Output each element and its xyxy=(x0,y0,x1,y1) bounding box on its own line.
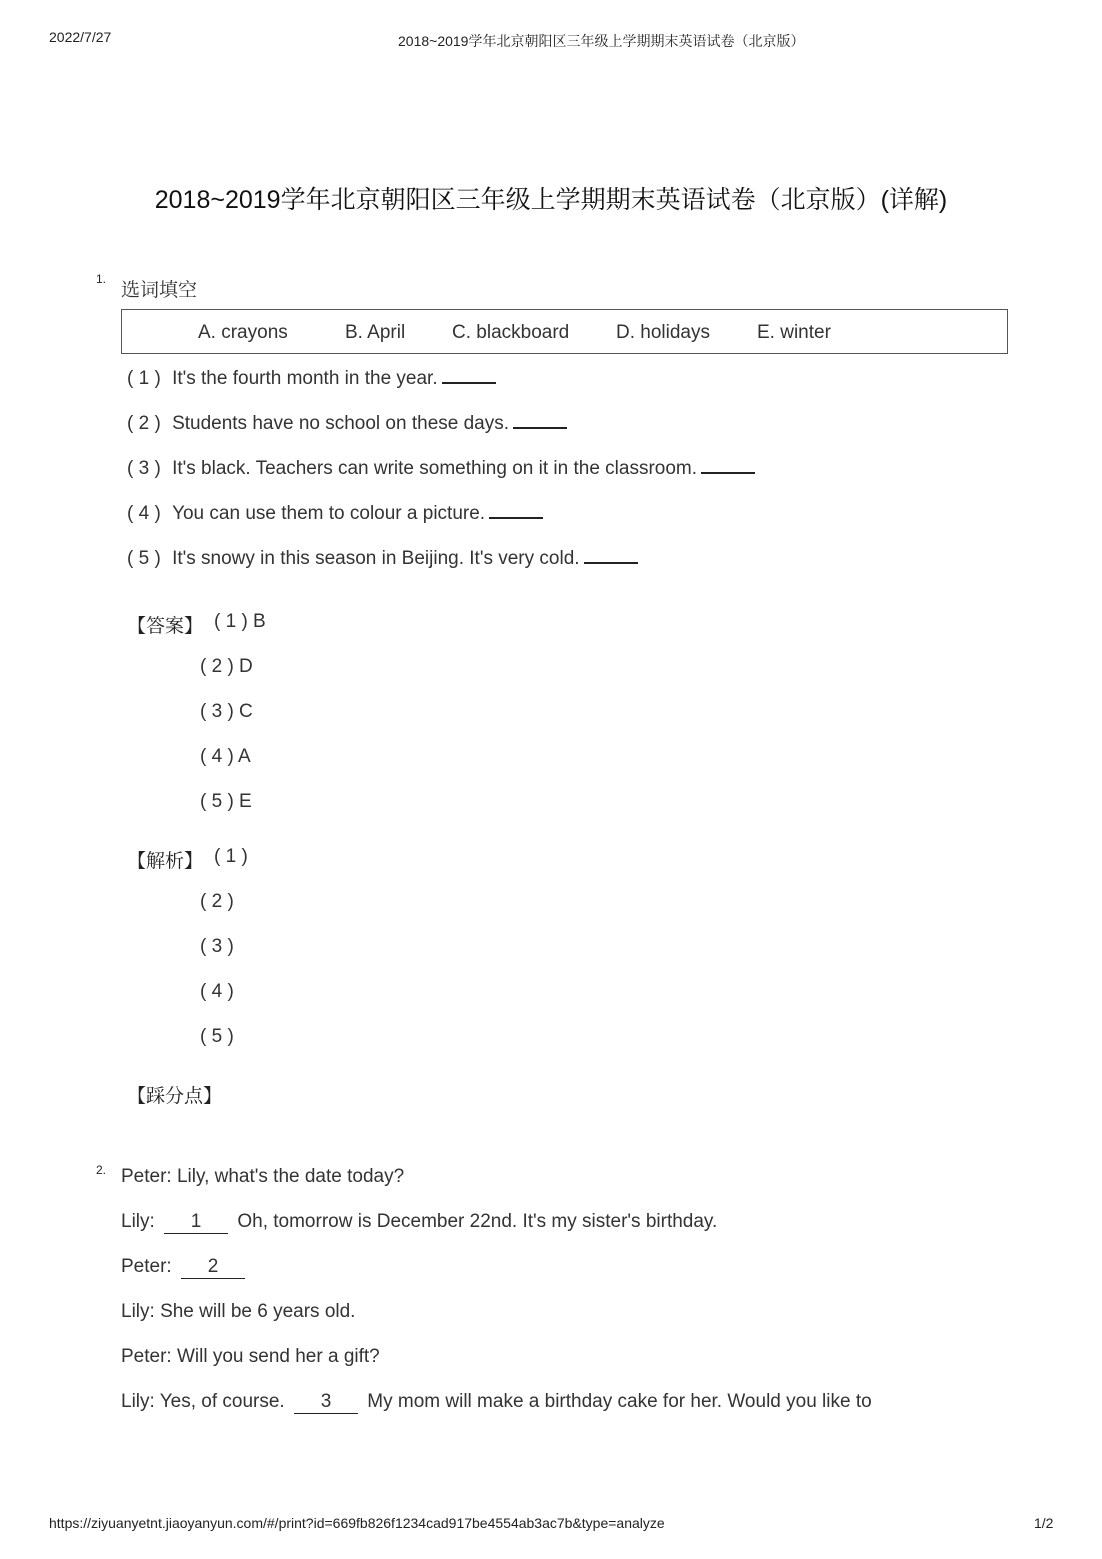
dialogue-line xyxy=(121,1256,249,1279)
answer-3: ( 3 ) C xyxy=(200,701,253,722)
numbered-blank: 3 xyxy=(294,1391,358,1414)
list-item xyxy=(127,548,638,570)
dialogue-line: Lily: She will be 6 years old. xyxy=(121,1301,356,1322)
item-text: You can use them to colour a picture. xyxy=(172,503,486,524)
answer-blank xyxy=(489,503,543,519)
analysis-5: ( 5 ) xyxy=(200,1026,234,1047)
option-a: A. crayons xyxy=(198,322,288,343)
item-text: It's black. Teachers can write something on it in the classroom. xyxy=(172,458,698,479)
answer-blank xyxy=(584,548,638,564)
print-url: https://ziyuanyetnt.jiaoyanyun.com/#/print?id=669fb826f1234cad917be4554ab3ac7b&type=analyze xyxy=(49,1515,665,1531)
option-b: B. April xyxy=(345,322,406,343)
list-item xyxy=(127,503,543,525)
speaker: Lily: Yes, of course. xyxy=(121,1391,285,1412)
item-text: Students have no school on these days. xyxy=(172,413,510,434)
speaker: Lily: xyxy=(121,1211,155,1232)
analysis-1: ( 1 ) xyxy=(214,846,248,867)
answer-5: ( 5 ) E xyxy=(200,791,252,812)
answer-blank xyxy=(513,413,567,429)
item-index: ( 1 ) xyxy=(127,368,161,389)
option-c: C. blackboard xyxy=(452,322,570,343)
answer-2: ( 2 ) D xyxy=(200,656,253,677)
dialogue-text: Oh, tomorrow is December 22nd. It's my sister's birthday. xyxy=(237,1211,718,1232)
list-item xyxy=(127,368,496,390)
answer-blank xyxy=(442,368,496,384)
item-index: ( 3 ) xyxy=(127,458,161,479)
word-bank xyxy=(121,309,1008,354)
option-d: D. holidays xyxy=(616,322,710,343)
answer-blank xyxy=(701,458,755,474)
speaker: Peter: xyxy=(121,1256,172,1277)
analysis-2: ( 2 ) xyxy=(200,891,234,912)
item-index: ( 4 ) xyxy=(127,503,161,524)
item-index: ( 5 ) xyxy=(127,548,161,569)
question-instruction: 选词填空 xyxy=(121,280,198,301)
analysis-label: 【解析】 xyxy=(127,851,204,872)
numbered-blank: 2 xyxy=(181,1256,245,1279)
option-e: E. winter xyxy=(757,322,831,343)
question-number: 1. xyxy=(96,272,107,286)
answer-label: 【答案】 xyxy=(127,616,204,637)
item-index: ( 2 ) xyxy=(127,413,161,434)
page-number: 1/2 xyxy=(1034,1515,1054,1531)
points-label: 【踩分点】 xyxy=(127,1086,223,1107)
print-date: 2022/7/27 xyxy=(49,29,112,45)
dialogue-text: My mom will make a birthday cake for her. Would you like to xyxy=(367,1391,872,1412)
answer-1: ( 1 ) B xyxy=(214,611,266,632)
item-text: It's snowy in this season in Beijing. It's very cold. xyxy=(172,548,580,569)
document-title: 2018~2019学年北京朝阳区三年级上学期期末英语试卷（北京版）(详解) xyxy=(154,186,948,214)
dialogue-line xyxy=(121,1211,717,1234)
item-text: It's the fourth month in the year. xyxy=(172,368,438,389)
print-header-title: 2018~2019学年北京朝阳区三年级上学期期末英语试卷（北京版） xyxy=(398,33,805,49)
analysis-3: ( 3 ) xyxy=(200,936,234,957)
dialogue-line: Peter: Lily, what's the date today? xyxy=(121,1166,405,1187)
question-number: 2. xyxy=(96,1163,107,1177)
dialogue-line xyxy=(121,1391,872,1414)
dialogue-line: Peter: Will you send her a gift? xyxy=(121,1346,380,1367)
answer-4: ( 4 ) A xyxy=(200,746,251,767)
analysis-4: ( 4 ) xyxy=(200,981,234,1002)
numbered-blank: 1 xyxy=(164,1211,228,1234)
list-item xyxy=(127,458,755,480)
list-item xyxy=(127,413,567,435)
